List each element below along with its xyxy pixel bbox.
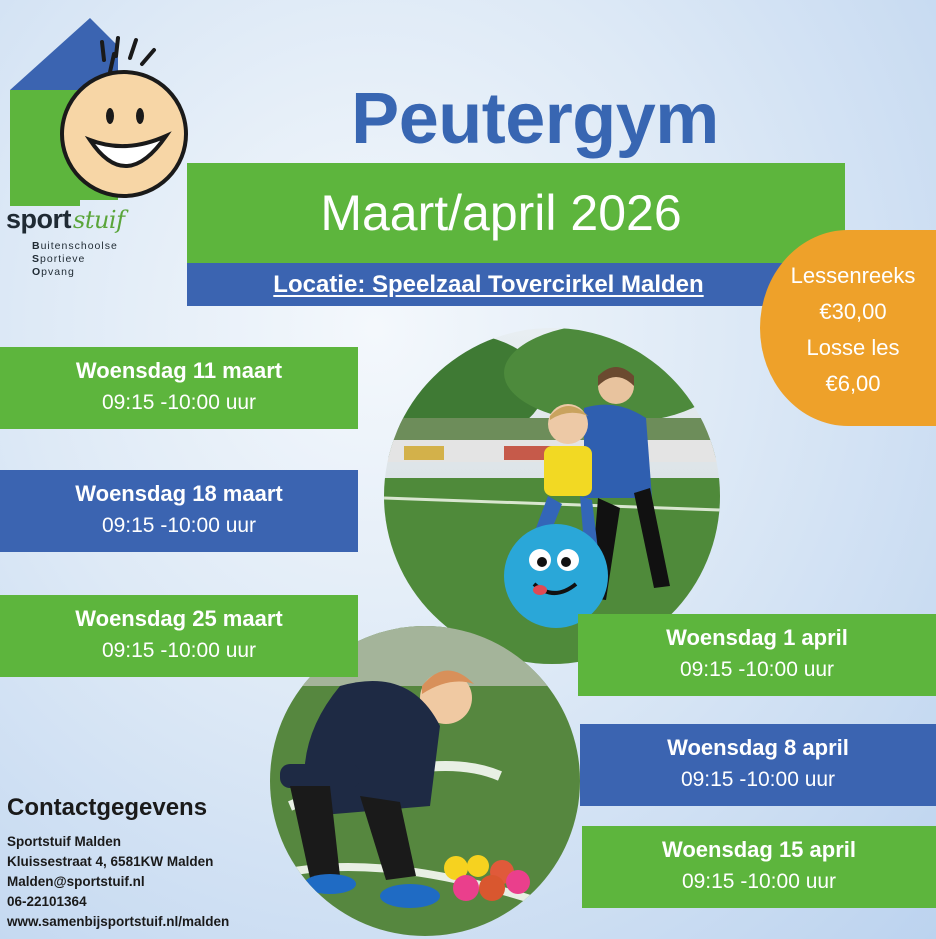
logo-subtitle: Buitenschoolse Sportieve Opvang — [32, 240, 118, 278]
date-block — [582, 826, 936, 908]
date-day: Woensdag 11 maart — [75, 358, 283, 383]
period-text: Maart/april 2026 — [320, 185, 682, 241]
date-time: 09:15 -10:00 uur — [679, 658, 835, 681]
location-text: Locatie: Speelzaal Tovercirkel Malden — [273, 271, 704, 298]
location-banner — [187, 263, 790, 306]
price-badge: Lessenreeks €30,00 Losse les €6,00 — [760, 230, 936, 426]
contact-details — [7, 832, 229, 932]
date-time: 09:15 -10:00 uur — [680, 768, 836, 791]
contact-phone[interactable]: 06-22101364 — [7, 894, 87, 909]
contact-website[interactable]: www.samenbijsportstuif.nl/malden — [7, 914, 230, 929]
date-time: 09:15 -10:00 uur — [101, 514, 257, 537]
date-day: Woensdag 8 april — [667, 735, 849, 760]
logo-brand: sportstuif — [6, 204, 125, 234]
date-day: Woensdag 25 maart — [75, 606, 283, 631]
date-block — [0, 470, 358, 552]
page-title: Peutergym — [351, 79, 719, 159]
date-time: 09:15 -10:00 uur — [101, 391, 257, 414]
period-banner — [187, 163, 845, 263]
contact-address: Kluissestraat 4, 6581KW Malden — [7, 854, 214, 869]
date-time: 09:15 -10:00 uur — [681, 870, 837, 893]
date-block — [580, 724, 936, 806]
contact-name: Sportstuif Malden — [7, 834, 121, 849]
date-day: Woensdag 1 april — [666, 625, 848, 650]
date-day: Woensdag 15 april — [662, 837, 856, 862]
contact-email[interactable]: Malden@sportstuif.nl — [7, 874, 145, 889]
date-time: 09:15 -10:00 uur — [101, 639, 257, 662]
contact-heading: Contactgegevens — [7, 794, 208, 821]
date-block — [578, 614, 936, 696]
date-block — [0, 347, 358, 429]
date-block — [0, 595, 358, 677]
date-day: Woensdag 18 maart — [75, 481, 283, 506]
